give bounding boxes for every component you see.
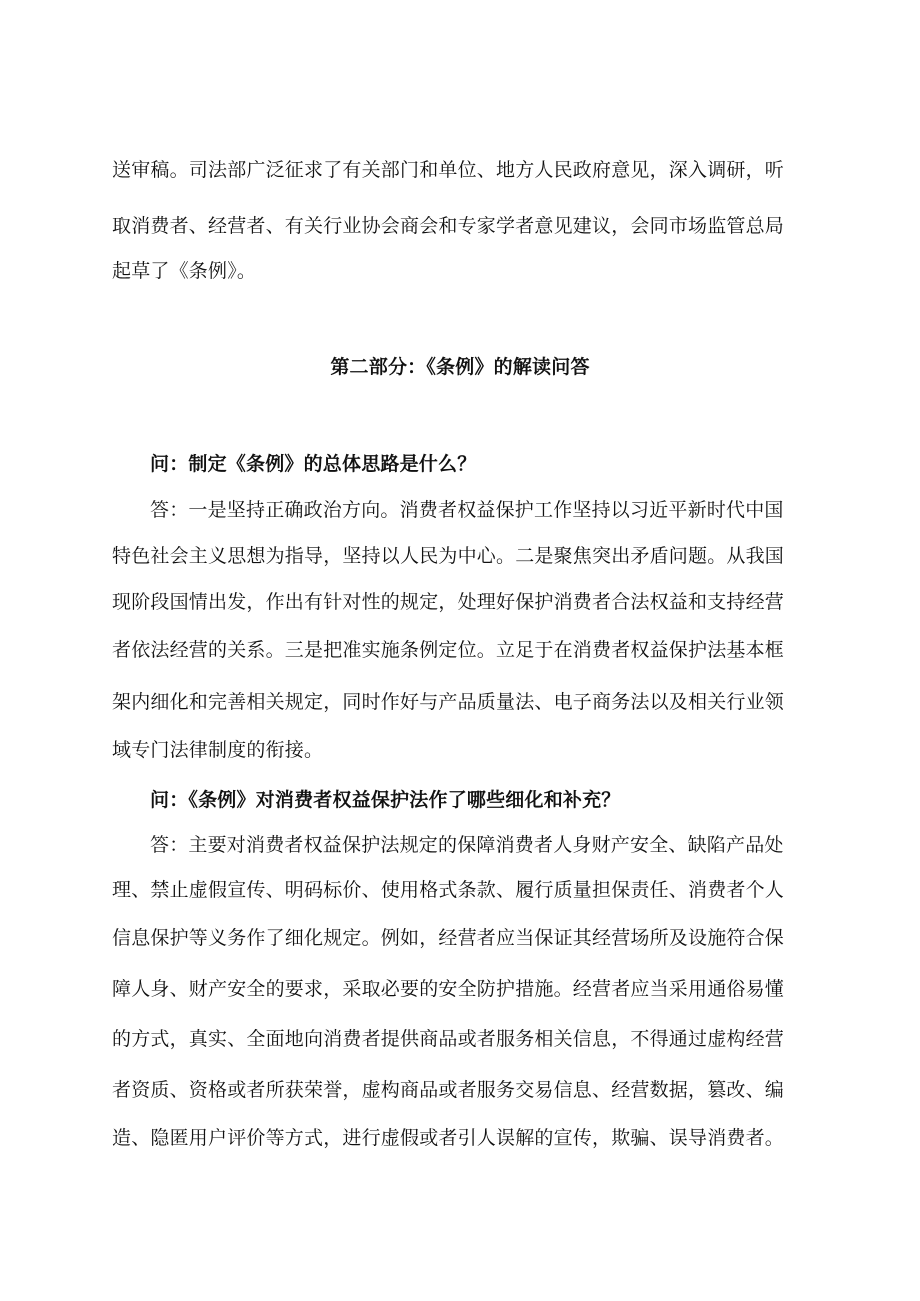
- section-title: 第二部分：《条例》的解读问答: [330, 356, 590, 378]
- answer-1-line-3: 现阶段国情出发，作出有针对性的规定，处理好保护消费者合法权益和支持经营: [112, 591, 785, 613]
- intro-line-1: 送审稿。司法部广泛征求了有关部门和单位、地方人民政府意见，深入调研，听: [112, 159, 785, 181]
- answer-1-line-6: 域专门法律制度的衔接。: [112, 739, 324, 761]
- intro-line-3: 起草了《条例》。: [112, 260, 257, 282]
- answer-1-line-4: 者依法经营的关系。三是把准实施条例定位。立足于在消费者权益保护法基本框: [112, 639, 785, 661]
- answer-2-line-2: 理、禁止虚假宣传、明码标价、使用格式条款、履行质量担保责任、消费者个人: [112, 879, 785, 901]
- answer-1-line-1: 答：一是坚持正确政治方向。消费者权益保护工作坚持以习近平新时代中国: [150, 499, 784, 521]
- intro-line-2: 取消费者、经营者、有关行业协会商会和专家学者意见建议，会同市场监管总局: [112, 215, 785, 237]
- question-2: 问：《条例》对消费者权益保护法作了哪些细化和补充？: [150, 789, 621, 811]
- answer-2-line-6: 者资质、资格或者所获荣誉，虚构商品或者服务交易信息、经营数据，篡改、编: [112, 1079, 785, 1101]
- answer-2-line-1: 答：主要对消费者权益保护法规定的保障消费者人身财产安全、缺陷产品处: [150, 834, 784, 856]
- answer-1-line-2: 特色社会主义思想为指导，坚持以人民为中心。二是聚焦突出矛盾问题。从我国: [112, 545, 785, 567]
- answer-1-line-5: 架内细化和完善相关规定，同时作好与产品质量法、电子商务法以及相关行业领: [112, 691, 785, 713]
- answer-2-line-5: 的方式，真实、全面地向消费者提供商品或者服务相关信息，不得通过虚构经营: [112, 1028, 785, 1050]
- answer-2-line-7: 造、隐匿用户评价等方式，进行虚假或者引人误解的宣传，欺骗、误导消费者。: [112, 1127, 785, 1149]
- answer-2-line-3: 信息保护等义务作了细化规定。例如，经营者应当保证其经营场所及设施符合保: [112, 927, 785, 949]
- answer-2-line-4: 障人身、财产安全的要求，采取必要的安全防护措施。经营者应当采用通俗易懂: [112, 978, 785, 1000]
- question-1: 问：制定《条例》的总体思路是什么？: [150, 453, 477, 475]
